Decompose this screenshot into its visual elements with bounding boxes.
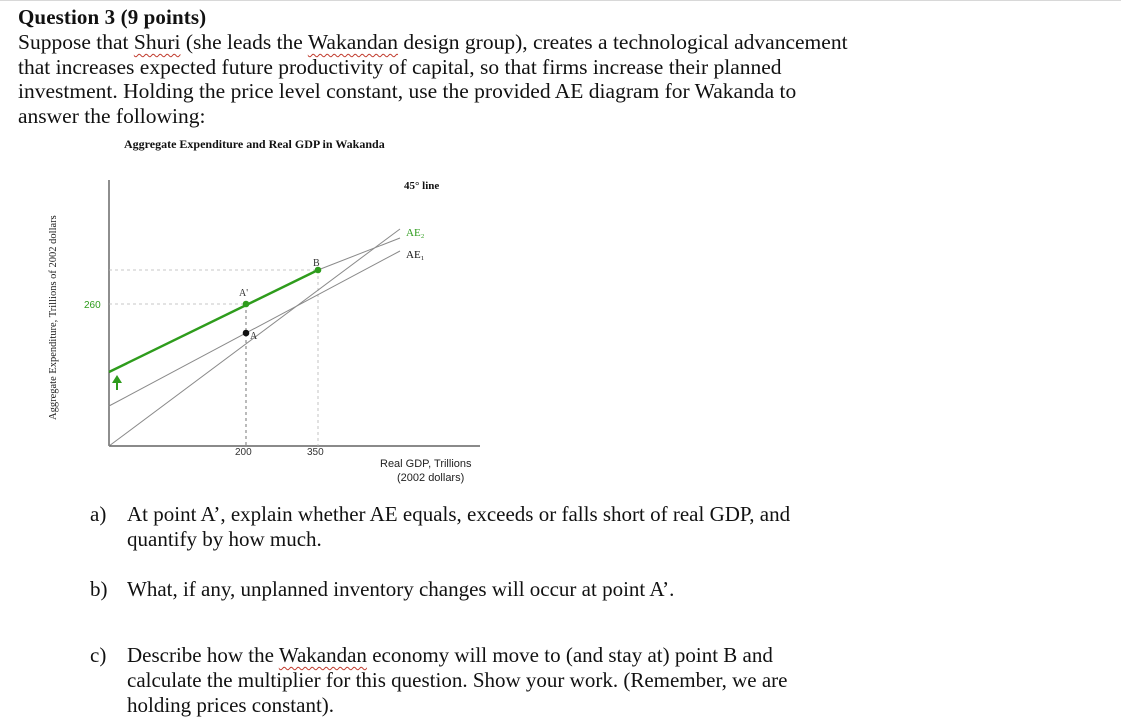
x-axis-label-line-1: Real GDP, Trillions: [380, 458, 472, 470]
intro-line-3: investment. Holding the price level constant, use the provided AE diagram for Wakanda to: [18, 79, 797, 103]
part-a-letter: a): [90, 502, 107, 526]
line-ae2: [318, 238, 400, 270]
label-45-degree: 45° line: [404, 180, 440, 192]
spellcheck-word-wakandan: Wakandan: [307, 30, 399, 54]
line-ae2-shift: [109, 270, 318, 372]
intro-line-1: Suppose that Shuri (she leads the Wakandan design group), creates a technological advancement: [18, 30, 848, 54]
chart-title: Aggregate Expenditure and Real GDP in Wakanda: [124, 137, 385, 151]
intro-line-2: that increases expected future productivity of capital, so that firms increase their planned: [18, 54, 782, 79]
part-c-letter: c): [90, 643, 107, 667]
intro-line-4: answer the following:: [18, 103, 206, 128]
spellcheck-word-wakandan-2: Wakandan: [278, 643, 367, 667]
point-a-label: A: [250, 331, 258, 342]
x-axis-label-line-2: (2002 dollars): [397, 472, 465, 484]
spellcheck-word-shuri: Shuri: [133, 30, 181, 54]
label-ae1: AE₁: [406, 249, 425, 261]
point-a-prime: [243, 301, 250, 308]
shift-arrow-head: [112, 375, 122, 383]
part-a-text: At point A’, explain whether AE equals, exceeds or falls short of real GDP, and quantify by how much.: [127, 502, 791, 551]
label-ae2: AE₂: [406, 227, 425, 239]
part-b-text: What, if any, unplanned inventory changes will occur at point A’.: [127, 577, 675, 601]
part-b-letter: b): [90, 577, 108, 601]
question-title: Question 3 (9 points): [18, 5, 207, 29]
point-a: [243, 330, 250, 337]
y-tick-260: 260: [84, 300, 101, 311]
point-b-label: B: [313, 258, 320, 269]
x-tick-200: 200: [235, 447, 252, 458]
y-axis-label: Aggregate Expenditure, Trillions of 2002 dollars: [48, 215, 59, 420]
x-tick-350: 350: [307, 447, 324, 458]
point-a-prime-label: A': [239, 288, 249, 299]
line-ae1: [109, 251, 400, 406]
part-c-text: Describe how the Wakandan economy will move to (and stay at) point B and calculate the multiplier for this question. Show your work. (Remember, we are holding prices constant).: [127, 643, 788, 717]
